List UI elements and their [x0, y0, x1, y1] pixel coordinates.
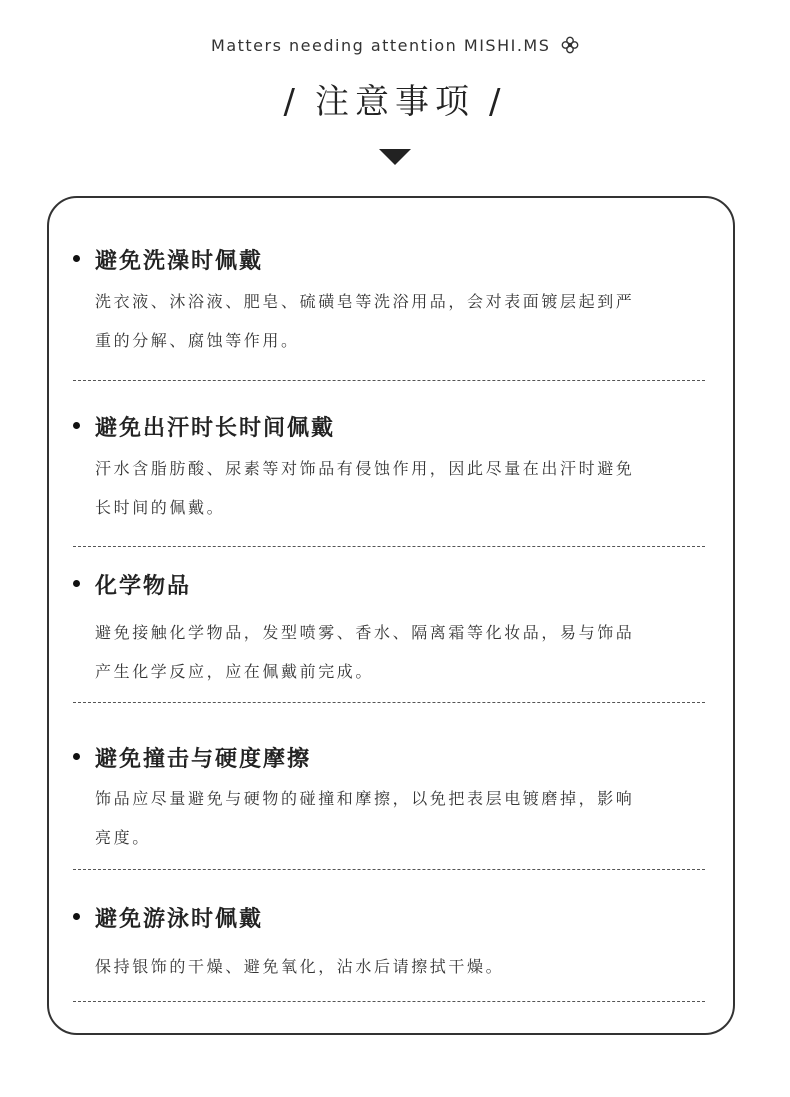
- down-triangle-icon: [379, 149, 411, 165]
- dashed-divider: [73, 380, 705, 381]
- section-heading: 避免洗澡时佩戴: [95, 249, 264, 274]
- section-text-line: 重的分解、腐蚀等作用。: [95, 331, 300, 350]
- title-slash-left: /: [283, 82, 301, 122]
- section-heading: 化学物品: [95, 574, 192, 599]
- section-heading: 避免撞击与硬度摩擦: [95, 747, 312, 772]
- section-heading: 避免出汗时长时间佩戴: [95, 416, 336, 441]
- subtitle-text: Matters needing attention MISHI.MS: [211, 36, 551, 55]
- bullet-icon: [73, 255, 80, 262]
- title-slash-right: /: [489, 82, 507, 122]
- bullet-icon: [73, 422, 80, 429]
- section-text-line: 饰品应尽量避免与硬物的碰撞和摩擦，以免把表层电镀磨掉，影响: [95, 789, 635, 808]
- section-text-line: 汗水含脂肪酸、尿素等对饰品有侵蚀作用，因此尽量在出汗时避免: [95, 459, 635, 478]
- section-text-line: 亮度。: [95, 828, 151, 847]
- section-text-line: 产生化学反应，应在佩戴前完成。: [95, 662, 375, 681]
- section-text-line: 避免接触化学物品，发型喷雾、香水、隔离霜等化妆品，易与饰品: [95, 623, 635, 642]
- subtitle: [0, 36, 790, 58]
- section-heading: 避免游泳时佩戴: [95, 907, 264, 932]
- dashed-divider: [73, 1001, 705, 1002]
- title-text: 注意事项: [315, 82, 475, 122]
- section-text-line: 洗衣液、沐浴液、肥皂、硫磺皂等洗浴用品，会对表面镀层起到严: [95, 292, 635, 311]
- section-text-line: 长时间的佩戴。: [95, 498, 226, 517]
- bullet-icon: [73, 753, 80, 760]
- dashed-divider: [73, 702, 705, 703]
- page-title: [0, 74, 790, 123]
- bullet-icon: [73, 580, 80, 587]
- section-text-line: 保持银饰的干燥、避免氧化，沾水后请擦拭干燥。: [95, 957, 505, 976]
- dashed-divider: [73, 869, 705, 870]
- flower-logo-icon: [561, 36, 579, 58]
- bullet-icon: [73, 913, 80, 920]
- dashed-divider: [73, 546, 705, 547]
